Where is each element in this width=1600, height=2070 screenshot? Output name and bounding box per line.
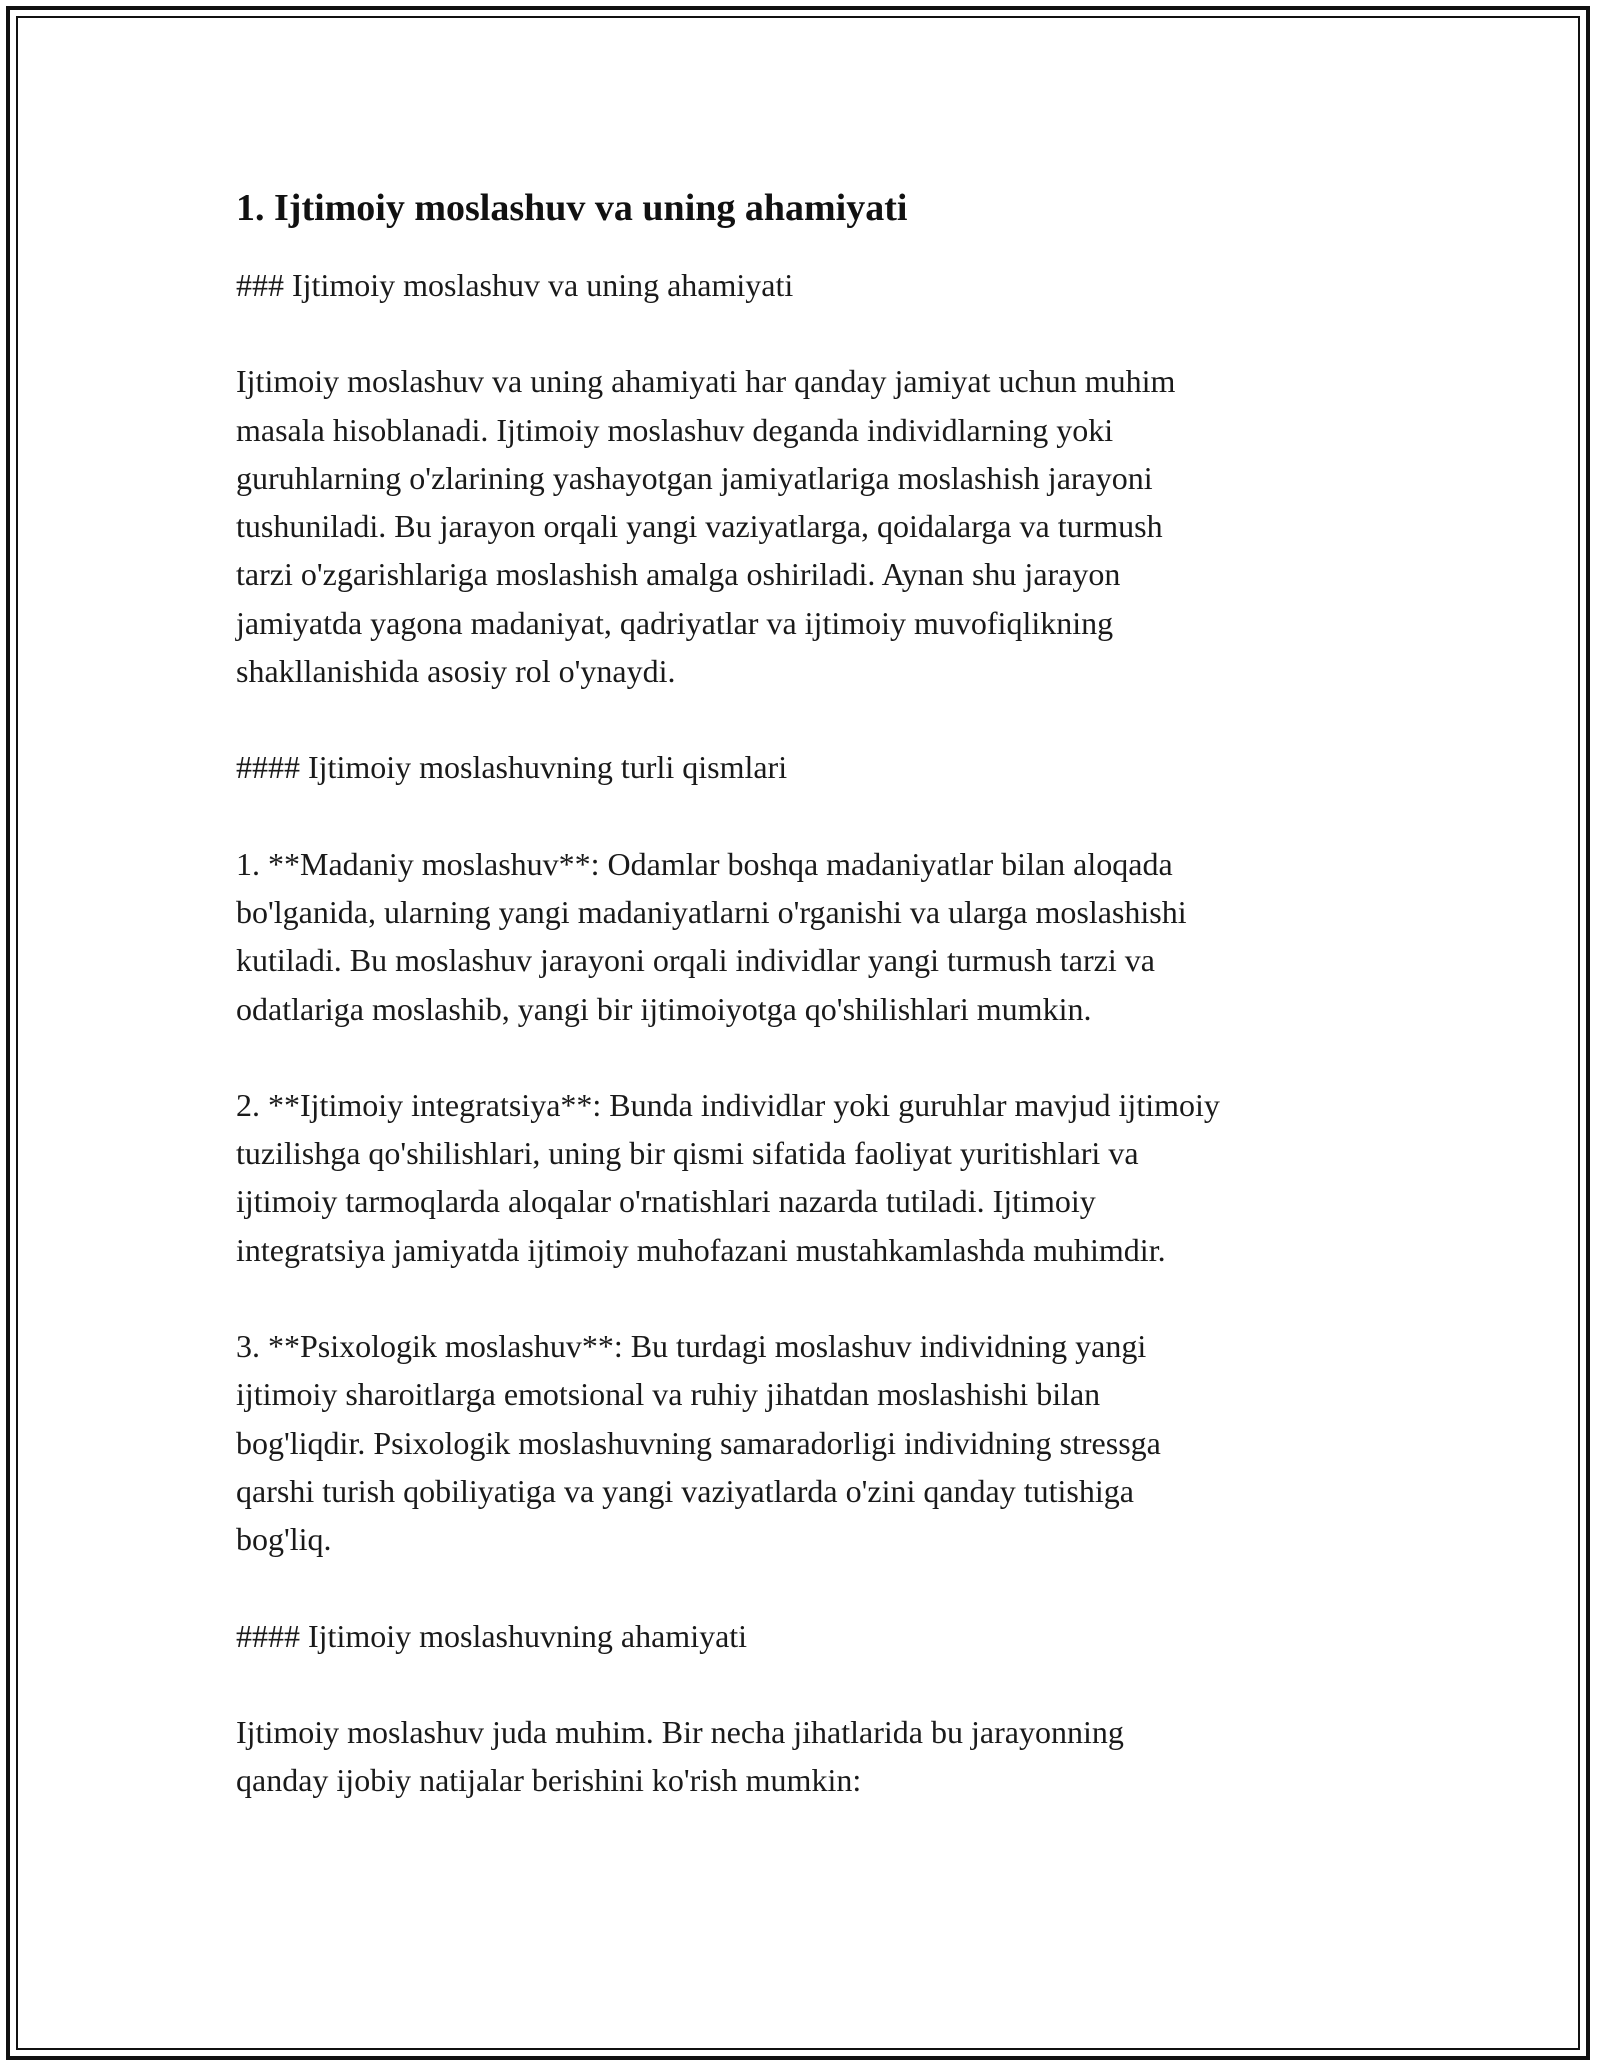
subheading-importance: #### Ijtimoiy moslashuvning ahamiyati — [236, 1617, 748, 1654]
document-body — [236, 185, 1376, 1852]
list-item-social-integration: 2. **Ijtimoiy integratsiya**: Bunda individlar yoki guruhlar mavjud ijtimoiy tuzilishga qo'shilishlari, uning bir qismi sifatida faoliyat yuritishlari va ijtimoiy tarmoqlarda aloqalar o'rnatishlari nazarda tutiladi. Ijtimoiy integratsiya jamiyatda ijtimoiy muhofazani mustahkamlashda muhimdir. — [236, 1086, 1220, 1268]
subheading-level3: ### Ijtimoiy moslashuv va uning ahamiyati — [236, 267, 794, 303]
importance-paragraph: Ijtimoiy moslashuv juda muhim. Bir necha jihatlarida bu jarayonning qanday ijobiy natijalar berishini ko'rish mumkin: — [236, 1713, 1124, 1799]
intro-paragraph: Ijtimoiy moslashuv va uning ahamiyati har qanday jamiyat uchun muhim masala hisoblanadi. Ijtimoiy moslashuv deganda individlarning yoki guruhlarning o'zlarining yashayotgan jamiyatlariga moslashish jarayoni tushuniladi. Bu jarayon orqali yangi vaziyatlarga, qoidalarga va turmush tarzi o'zgarishlariga moslashish amalga oshiriladi. Aynan shu jarayon jamiyatda yagona madaniyat, qadriyatlar va ijtimoiy muvofiqlikning shakllanishida asosiy rol o'ynaydi. — [236, 363, 1176, 690]
list-item-cultural-adaptation: 1. **Madaniy moslashuv**: Odamlar boshqa madaniyatlar bilan aloqada bo'lganida, ularning yangi madaniyatlarni o'rganishi va ularga moslashishi kutiladi. Bu moslashuv jarayoni orqali individlar yangi turmush tarzi va odatlariga moslashib, yangi bir ijtimoiyotga qo'shilishlari mumkin. — [236, 845, 1187, 1027]
document-title: 1. Ijtimoiy moslashuv va uning ahamiyati — [236, 187, 908, 229]
list-item-psychological-adaptation: 3. **Psixologik moslashuv**: Bu turdagi moslashuv individning yangi ijtimoiy sharoitlarga emotsional va ruhiy jihatdan moslashishi bilan bog'liqdir. Psixologik moslashuvning samaradorligi individning stressga qarshi turish qobiliyatiga va yangi vaziyatlarda o'zini qanday tutishiga bog'liq. — [236, 1328, 1161, 1558]
subheading-parts: #### Ijtimoiy moslashuvning turli qismlari — [236, 749, 788, 786]
